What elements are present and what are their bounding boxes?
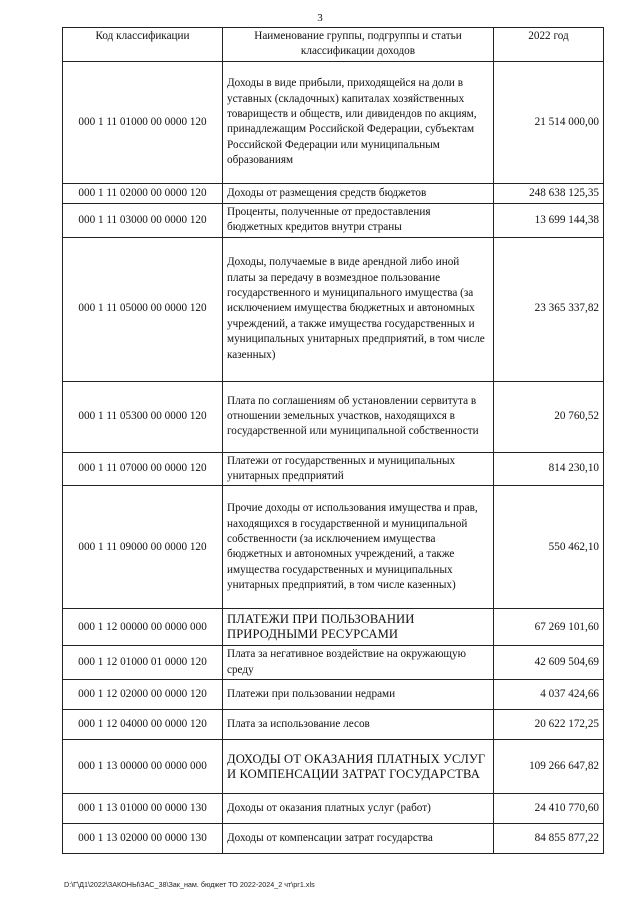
page-number: 3 [317,12,323,24]
name-cell: Прочие доходы от использования имущества и прав, находящихся в государственной и муниципальной собственности (за исключением имущества бюджетных и автономных учреждений, а также имущества государственных и муниципальных унитарных предприятий, в том числе казенных) [223,486,494,609]
name-cell: Плата по соглашениям об установлении сервитута в отношении земельных участков, находящихся в государственной или муниципальной собственности [223,381,494,452]
code-cell: 000 1 12 02000 00 0000 120 [63,680,223,710]
name-cell: Доходы от размещения средств бюджетов [223,183,494,203]
table-row [63,61,604,183]
code-cell: 000 1 13 01000 00 0000 130 [63,794,223,824]
code-cell: 000 1 11 01000 00 0000 120 [63,61,223,183]
header-year: 2022 год [494,28,604,62]
file-path-footer: D:\Г\Д1\2022\ЗАКОНЫ\ЗАС_38\Зак_нам. бюджет ТО 2022-2024_2 чт\рг1.xls [64,880,315,889]
table-row [63,203,604,237]
amount-cell: 248 638 125,35 [494,183,604,203]
amount-cell: 23 365 337,82 [494,237,604,381]
code-cell: 000 1 11 09000 00 0000 120 [63,486,223,609]
table-row [63,680,604,710]
table-row [63,183,604,203]
code-cell: 000 1 13 00000 00 0000 000 [63,740,223,794]
code-cell: 000 1 11 03000 00 0000 120 [63,203,223,237]
name-cell: Доходы, получаемые в виде арендной либо иной платы за передачу в возмездное пользование государственного и муниципального имущества (за исключением имущества бюджетных и автономных учреждений, а также имущества государственных и муниципальных унитарных предприятий, в том числе казенных) [223,237,494,381]
table-row [63,452,604,486]
name-cell: Проценты, полученные от предоставления бюджетных кредитов внутри страны [223,203,494,237]
table-row [63,646,604,680]
name-cell: Платежи от государственных и муниципальных унитарных предприятий [223,452,494,486]
code-cell: 000 1 11 07000 00 0000 120 [63,452,223,486]
name-cell: Доходы от компенсации затрат государства [223,824,494,854]
table-header-row [63,28,604,62]
table-row [63,794,604,824]
code-cell: 000 1 12 01000 01 0000 120 [63,646,223,680]
header-code: Код классификации [63,28,223,62]
table-row [63,486,604,609]
code-cell: 000 1 13 02000 00 0000 130 [63,824,223,854]
name-cell: ДОХОДЫ ОТ ОКАЗАНИЯ ПЛАТНЫХ УСЛУГ И КОМПЕНСАЦИИ ЗАТРАТ ГОСУДАРСТВА [223,740,494,794]
amount-cell: 13 699 144,38 [494,203,604,237]
table-row [63,824,604,854]
amount-cell: 4 037 424,66 [494,680,604,710]
name-cell: Плата за использование лесов [223,710,494,740]
name-cell: Платежи при пользовании недрами [223,680,494,710]
amount-cell: 84 855 877,22 [494,824,604,854]
name-cell: Доходы в виде прибыли, приходящейся на доли в уставных (складочных) капиталах хозяйственных товариществ и обществ, или дивидендов по акциям, принадлежащим Российской Федерации, субъектам Российской Федерации или муниципальным образованиям [223,61,494,183]
name-cell: ПЛАТЕЖИ ПРИ ПОЛЬЗОВАНИИ ПРИРОДНЫМИ РЕСУРСАМИ [223,609,494,646]
code-cell: 000 1 12 04000 00 0000 120 [63,710,223,740]
table-row [63,740,604,794]
name-cell: Плата за негативное воздействие на окружающую среду [223,646,494,680]
table-row [63,381,604,452]
code-cell: 000 1 11 05300 00 0000 120 [63,381,223,452]
table-row [63,237,604,381]
amount-cell: 20 622 172,25 [494,710,604,740]
code-cell: 000 1 11 02000 00 0000 120 [63,183,223,203]
name-cell: Доходы от оказания платных услуг (работ) [223,794,494,824]
amount-cell: 814 230,10 [494,452,604,486]
amount-cell: 42 609 504,69 [494,646,604,680]
revenue-classification-table [62,27,604,854]
code-cell: 000 1 11 05000 00 0000 120 [63,237,223,381]
table-row [63,710,604,740]
amount-cell: 24 410 770,60 [494,794,604,824]
amount-cell: 20 760,52 [494,381,604,452]
table-row [63,609,604,646]
amount-cell: 67 269 101,60 [494,609,604,646]
amount-cell: 21 514 000,00 [494,61,604,183]
amount-cell: 109 266 647,82 [494,740,604,794]
code-cell: 000 1 12 00000 00 0000 000 [63,609,223,646]
amount-cell: 550 462,10 [494,486,604,609]
header-name: Наименование группы, подгруппы и статьи классификации доходов [223,28,494,62]
